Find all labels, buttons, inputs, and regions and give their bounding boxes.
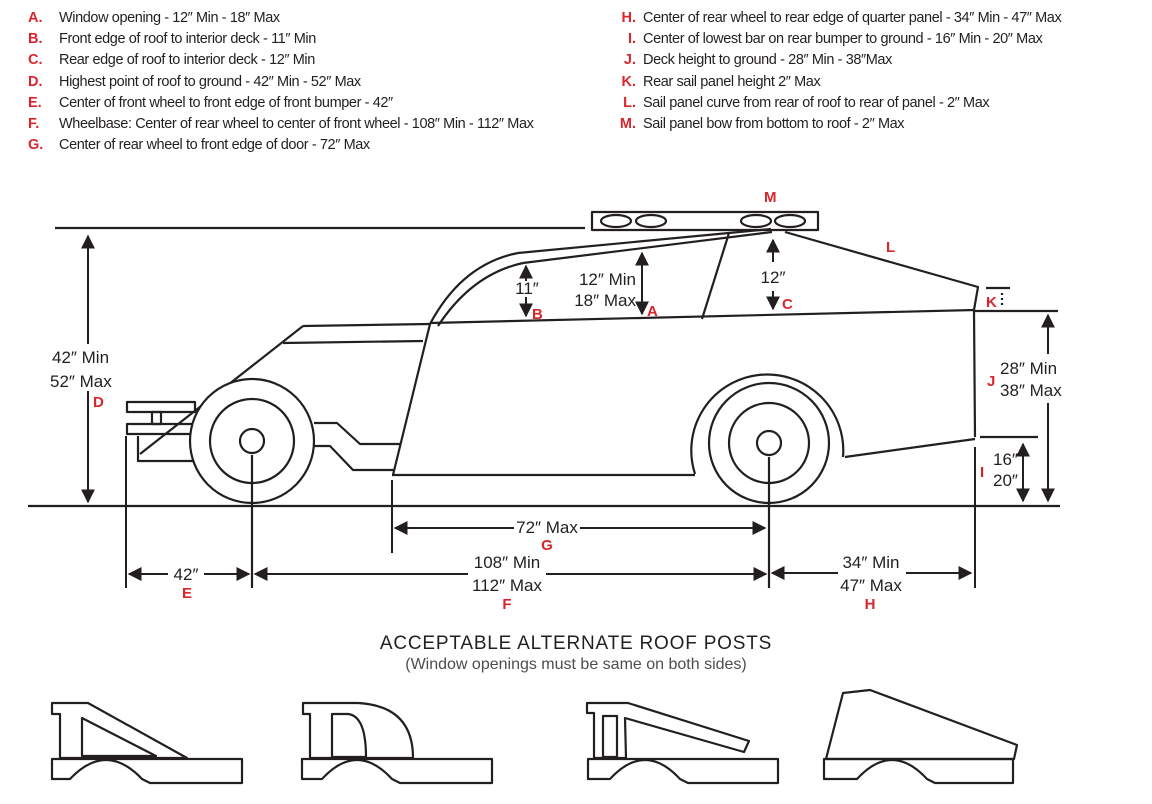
dim-f-value-min: 108″ Min bbox=[473, 553, 541, 572]
legend-letter-i: I. bbox=[627, 31, 636, 48]
legend-text-k: Rear sail panel height 2″ Max bbox=[643, 73, 821, 90]
roof-post-profile-2 bbox=[302, 703, 492, 783]
legend-letter-j: J. bbox=[623, 52, 636, 69]
rear-wheel-hub bbox=[757, 431, 781, 455]
a-pillar-outer bbox=[430, 253, 518, 324]
legend-text-c: Rear edge of roof to interior deck - 12″ Min bbox=[59, 52, 315, 69]
roof-post-profile-1 bbox=[52, 703, 242, 783]
dim-h-value-max: 47″ Max bbox=[840, 576, 902, 595]
dim-b-letter: B bbox=[532, 306, 543, 323]
profile-3-post bbox=[587, 703, 749, 758]
front-wheel-hub bbox=[240, 429, 264, 453]
dim-i-value-max: 20″ bbox=[993, 471, 1018, 490]
profile-4-post bbox=[826, 690, 1017, 759]
reference-lines bbox=[28, 228, 1060, 506]
roofline-inner bbox=[523, 232, 772, 263]
exhaust-lower-line bbox=[314, 446, 394, 470]
dim-m-letter: M bbox=[764, 189, 777, 206]
dim-c-letter: C bbox=[782, 296, 793, 313]
exhaust-upper-line bbox=[314, 423, 400, 444]
dim-d-letter: D bbox=[93, 394, 104, 411]
dim-g-letter: G bbox=[541, 537, 553, 554]
alternate-roof-posts-title: ACCEPTABLE ALTERNATE ROOF POSTS bbox=[379, 633, 773, 654]
profile-3-window bbox=[603, 716, 617, 757]
dim-j-value-max: 38″ Max bbox=[1000, 381, 1062, 400]
profile-2-window bbox=[332, 714, 366, 757]
profile-1-window bbox=[82, 718, 156, 756]
legend-letter-b: B. bbox=[28, 31, 43, 48]
profile-3-deck bbox=[588, 759, 778, 783]
front-bumper-connector bbox=[152, 412, 161, 424]
dim-h-letter: H bbox=[864, 596, 876, 613]
legend-text-l: Sail panel curve from rear of roof to rear of panel - 2″ Max bbox=[643, 94, 990, 111]
car-body-outline bbox=[127, 212, 1058, 588]
front-bumper-upper-bar bbox=[127, 402, 195, 412]
legend-text-g: Center of rear wheel to front edge of door - 72″ Max bbox=[59, 137, 370, 154]
dim-e-value: 42″ bbox=[173, 565, 199, 584]
legend-letter-l: L. bbox=[623, 94, 636, 111]
dim-j-value-min: 28″ Min bbox=[1000, 359, 1058, 378]
dim-i-value-min: 16″ bbox=[993, 450, 1018, 469]
alternate-roof-posts bbox=[52, 690, 1017, 783]
legend-text-i: Center of lowest bar on rear bumper to ground - 16″ Min - 20″ Max bbox=[643, 31, 1043, 48]
roof-post-profile-4 bbox=[824, 690, 1017, 783]
alternate-roof-posts-subtitle: (Window openings must be same on both sides) bbox=[405, 656, 747, 673]
dim-f-letter: F bbox=[502, 596, 512, 613]
dim-a-letter: A bbox=[647, 303, 658, 320]
legend-letter-d: D. bbox=[28, 73, 43, 90]
door-front-edge bbox=[393, 324, 430, 475]
sail-panel-edge bbox=[785, 232, 978, 310]
legend-letter-m: M. bbox=[619, 115, 636, 132]
roofline-outer bbox=[518, 229, 771, 253]
dim-g-value: 72″ Max bbox=[516, 518, 578, 537]
dim-a-value-min: 12″ Min bbox=[578, 270, 636, 289]
hood-top-edge bbox=[303, 324, 430, 326]
legend-letter-e: E. bbox=[28, 94, 42, 111]
b-pillar-line bbox=[702, 233, 729, 319]
legend-text-m: Sail panel bow from bottom to roof - 2″ Max bbox=[643, 115, 905, 132]
legend-text-e: Center of front wheel to front edge of front bumper - 42″ bbox=[59, 94, 393, 111]
legend-letter-f: F. bbox=[28, 115, 40, 132]
dim-k-letter: K bbox=[986, 294, 997, 311]
roof-post-profile-3 bbox=[587, 703, 778, 783]
dim-l-letter: L bbox=[886, 239, 896, 256]
dim-d-value-min: 42″ Min bbox=[52, 348, 110, 367]
legend-letter-a: A. bbox=[28, 10, 43, 26]
profile-2-post bbox=[303, 703, 413, 758]
legend-text-a: Window opening - 12″ Min - 18″ Max bbox=[59, 10, 280, 26]
dim-b-value: 11″ bbox=[515, 279, 539, 298]
dim-d-value-max: 52″ Max bbox=[50, 372, 112, 391]
legend-text-d: Highest point of roof to ground - 42″ Min - 52″ Max bbox=[59, 73, 361, 90]
dimension-labels bbox=[50, 189, 1062, 613]
legend-letter-h: H. bbox=[621, 10, 636, 26]
hood-accent-line bbox=[283, 341, 423, 343]
dim-f-value-max: 112″ Max bbox=[472, 576, 542, 595]
profile-4-deck bbox=[824, 759, 1013, 783]
profile-2-deck bbox=[302, 759, 492, 783]
legend-letter-k: K. bbox=[621, 73, 636, 90]
dim-h-value-min: 34″ Min bbox=[842, 553, 900, 572]
front-bumper-lower-bar bbox=[127, 424, 193, 434]
dim-a-value-max: 18″ Max bbox=[574, 291, 636, 310]
legend-letter-c: C. bbox=[28, 52, 43, 69]
legend-text-b: Front edge of roof to interior deck - 11″ Min bbox=[59, 31, 316, 48]
dim-i-letter: I bbox=[980, 464, 985, 481]
rear-bumper-bottom bbox=[845, 439, 975, 457]
legend-text-h: Center of rear wheel to rear edge of quarter panel - 34″ Min - 47″ Max bbox=[643, 10, 1062, 26]
legend-text-f: Wheelbase: Center of rear wheel to center of front wheel - 108″ Min - 112″ Max bbox=[59, 115, 534, 132]
legend-letter-g: G. bbox=[28, 137, 44, 154]
dim-e-letter: E bbox=[181, 585, 193, 602]
profile-1-post bbox=[52, 703, 187, 758]
dim-c-value: 12″ bbox=[760, 268, 786, 287]
profile-1-deck bbox=[52, 759, 242, 783]
dim-j-letter: J bbox=[987, 373, 996, 390]
legend-text-j: Deck height to ground - 28″ Min - 38″Max bbox=[643, 52, 892, 69]
quarter-panel-rear-edge bbox=[974, 310, 975, 437]
